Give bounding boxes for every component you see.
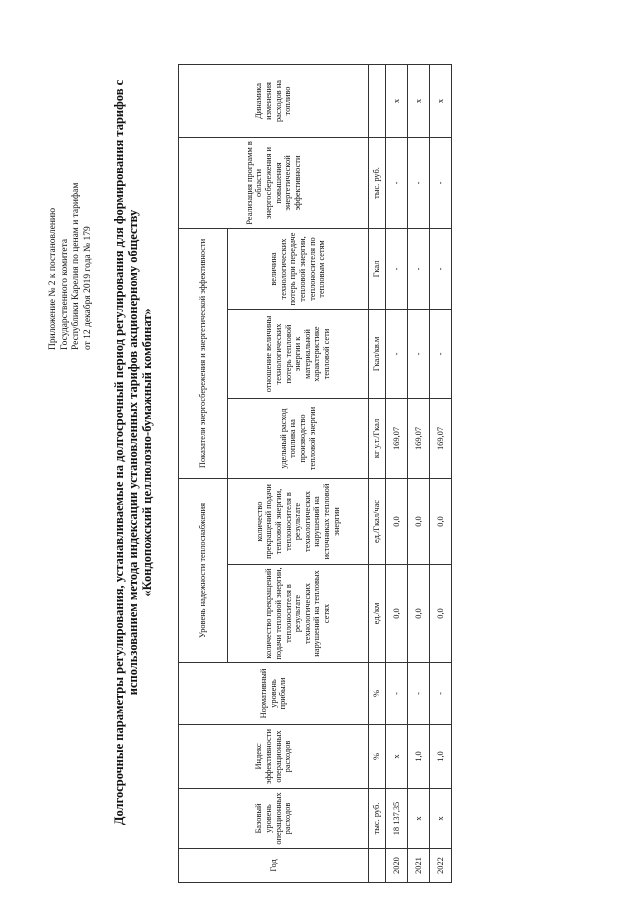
approval-line: Республики Карелия по ценам и тарифам xyxy=(71,182,81,350)
table-cell: 0,0 xyxy=(408,565,430,663)
table-cell: 0,0 xyxy=(408,479,430,565)
table-cell: 1,0 xyxy=(408,725,430,789)
unit-cell: тыс. руб. xyxy=(369,137,386,228)
document-title-line: Долгосрочные параметры регулирования, устанавливаемые на долгосрочный период регулирования для формирования тарифов с xyxy=(112,79,126,826)
header-fuel-consumption: удельный расход топлива на производство тепловой энергии xyxy=(228,399,369,479)
table-cell: - xyxy=(408,663,430,725)
header-reliability-networks: количество прекращений подачи тепловой энергии, теплоносителя в результате технологических нарушений на тепловых сетях xyxy=(228,565,369,663)
table-cell: - xyxy=(386,663,408,725)
year-cell: 2021 xyxy=(408,849,430,883)
table-cell: 169,07 xyxy=(408,399,430,479)
table-cell: - xyxy=(430,228,452,309)
unit-cell: % xyxy=(369,663,386,725)
table-cell: х xyxy=(408,64,430,137)
header-energy-group: Показатели энергосбережения и энергетической эффективности xyxy=(179,228,228,478)
unit-cell: кг у.т./Гкал xyxy=(369,399,386,479)
table-cell: - xyxy=(430,310,452,399)
approval-line: от 12 декабря 2019 года № 179 xyxy=(82,226,93,350)
table-cell: х xyxy=(430,64,452,137)
table-row xyxy=(408,64,430,882)
document-title-line: «Кондопожский целлюлозно-бумажный комбинат» xyxy=(140,308,154,597)
unit-cell: тыс. руб. xyxy=(369,789,386,849)
year-cell: 2020 xyxy=(386,849,408,883)
table-cell: х xyxy=(430,789,452,849)
table-cell: х xyxy=(408,789,430,849)
table-cell: - xyxy=(430,663,452,725)
unit-cell: % xyxy=(369,725,386,789)
table-cell: 0,0 xyxy=(430,565,452,663)
header-efficiency-index: Индекс эффективности операционных расходов xyxy=(179,725,369,789)
table-cell: 169,07 xyxy=(386,399,408,479)
unit-cell: Гкал/кв.м xyxy=(369,310,386,399)
header-programs: Реализация программ в области энергосбережения и повышения энергетической эффективности xyxy=(179,137,369,228)
approval-line: Государственного комитета xyxy=(59,238,70,350)
table-cell: 0,0 xyxy=(386,565,408,663)
approval-note xyxy=(48,20,94,350)
table-cell: - xyxy=(386,137,408,228)
header-reliability-sources: количество прекращений подачи тепловой энергии, теплоносителя в результате технологических нарушений на источниках тепловой энергии xyxy=(228,479,369,565)
header-normative-profit: Нормативный уровень прибыли xyxy=(179,663,369,725)
table-cell: - xyxy=(386,310,408,399)
approval-line: Приложение № 2 к постановлению xyxy=(48,207,58,350)
table-cell: 0,0 xyxy=(430,479,452,565)
table-cell: 169,07 xyxy=(430,399,452,479)
unit-cell: Гкал xyxy=(369,228,386,309)
year-cell: 2022 xyxy=(430,849,452,883)
table-cell: 18 137,35 xyxy=(386,789,408,849)
table-cell: х xyxy=(386,725,408,789)
header-base-level: Базовый уровень операционных расходов xyxy=(179,789,369,849)
table-cell: х xyxy=(386,64,408,137)
table-cell: 1,0 xyxy=(430,725,452,789)
unit-cell: ед./Гкал/час xyxy=(369,479,386,565)
header-loss-value: величина технологических потерь при передаче тепловой энергии, теплоносителя по тепловым сетям xyxy=(228,228,369,309)
document-title-line: использованием метода индексации установленных тарифов акционерному обществу xyxy=(126,209,140,696)
table-cell: - xyxy=(408,228,430,309)
table-cell: 0,0 xyxy=(386,479,408,565)
table-cell: - xyxy=(408,137,430,228)
unit-empty xyxy=(369,849,386,883)
long-term-parameters-table xyxy=(178,64,452,883)
header-fuel-dynamics: Динамика изменения расходов на топливо xyxy=(179,64,369,137)
table-cell: - xyxy=(430,137,452,228)
header-loss-ratio: отношение величины технологических потерь тепловой энергии к материальной характеристике тепловой сети xyxy=(228,310,369,399)
header-year: Год xyxy=(179,849,369,883)
unit-empty xyxy=(369,64,386,137)
table-row xyxy=(386,64,408,882)
unit-cell: ед./км xyxy=(369,565,386,663)
table-cell: - xyxy=(408,310,430,399)
table-cell: - xyxy=(386,228,408,309)
table-row xyxy=(430,64,452,882)
header-reliability-group: Уровень надежности теплоснабжения xyxy=(179,479,228,663)
